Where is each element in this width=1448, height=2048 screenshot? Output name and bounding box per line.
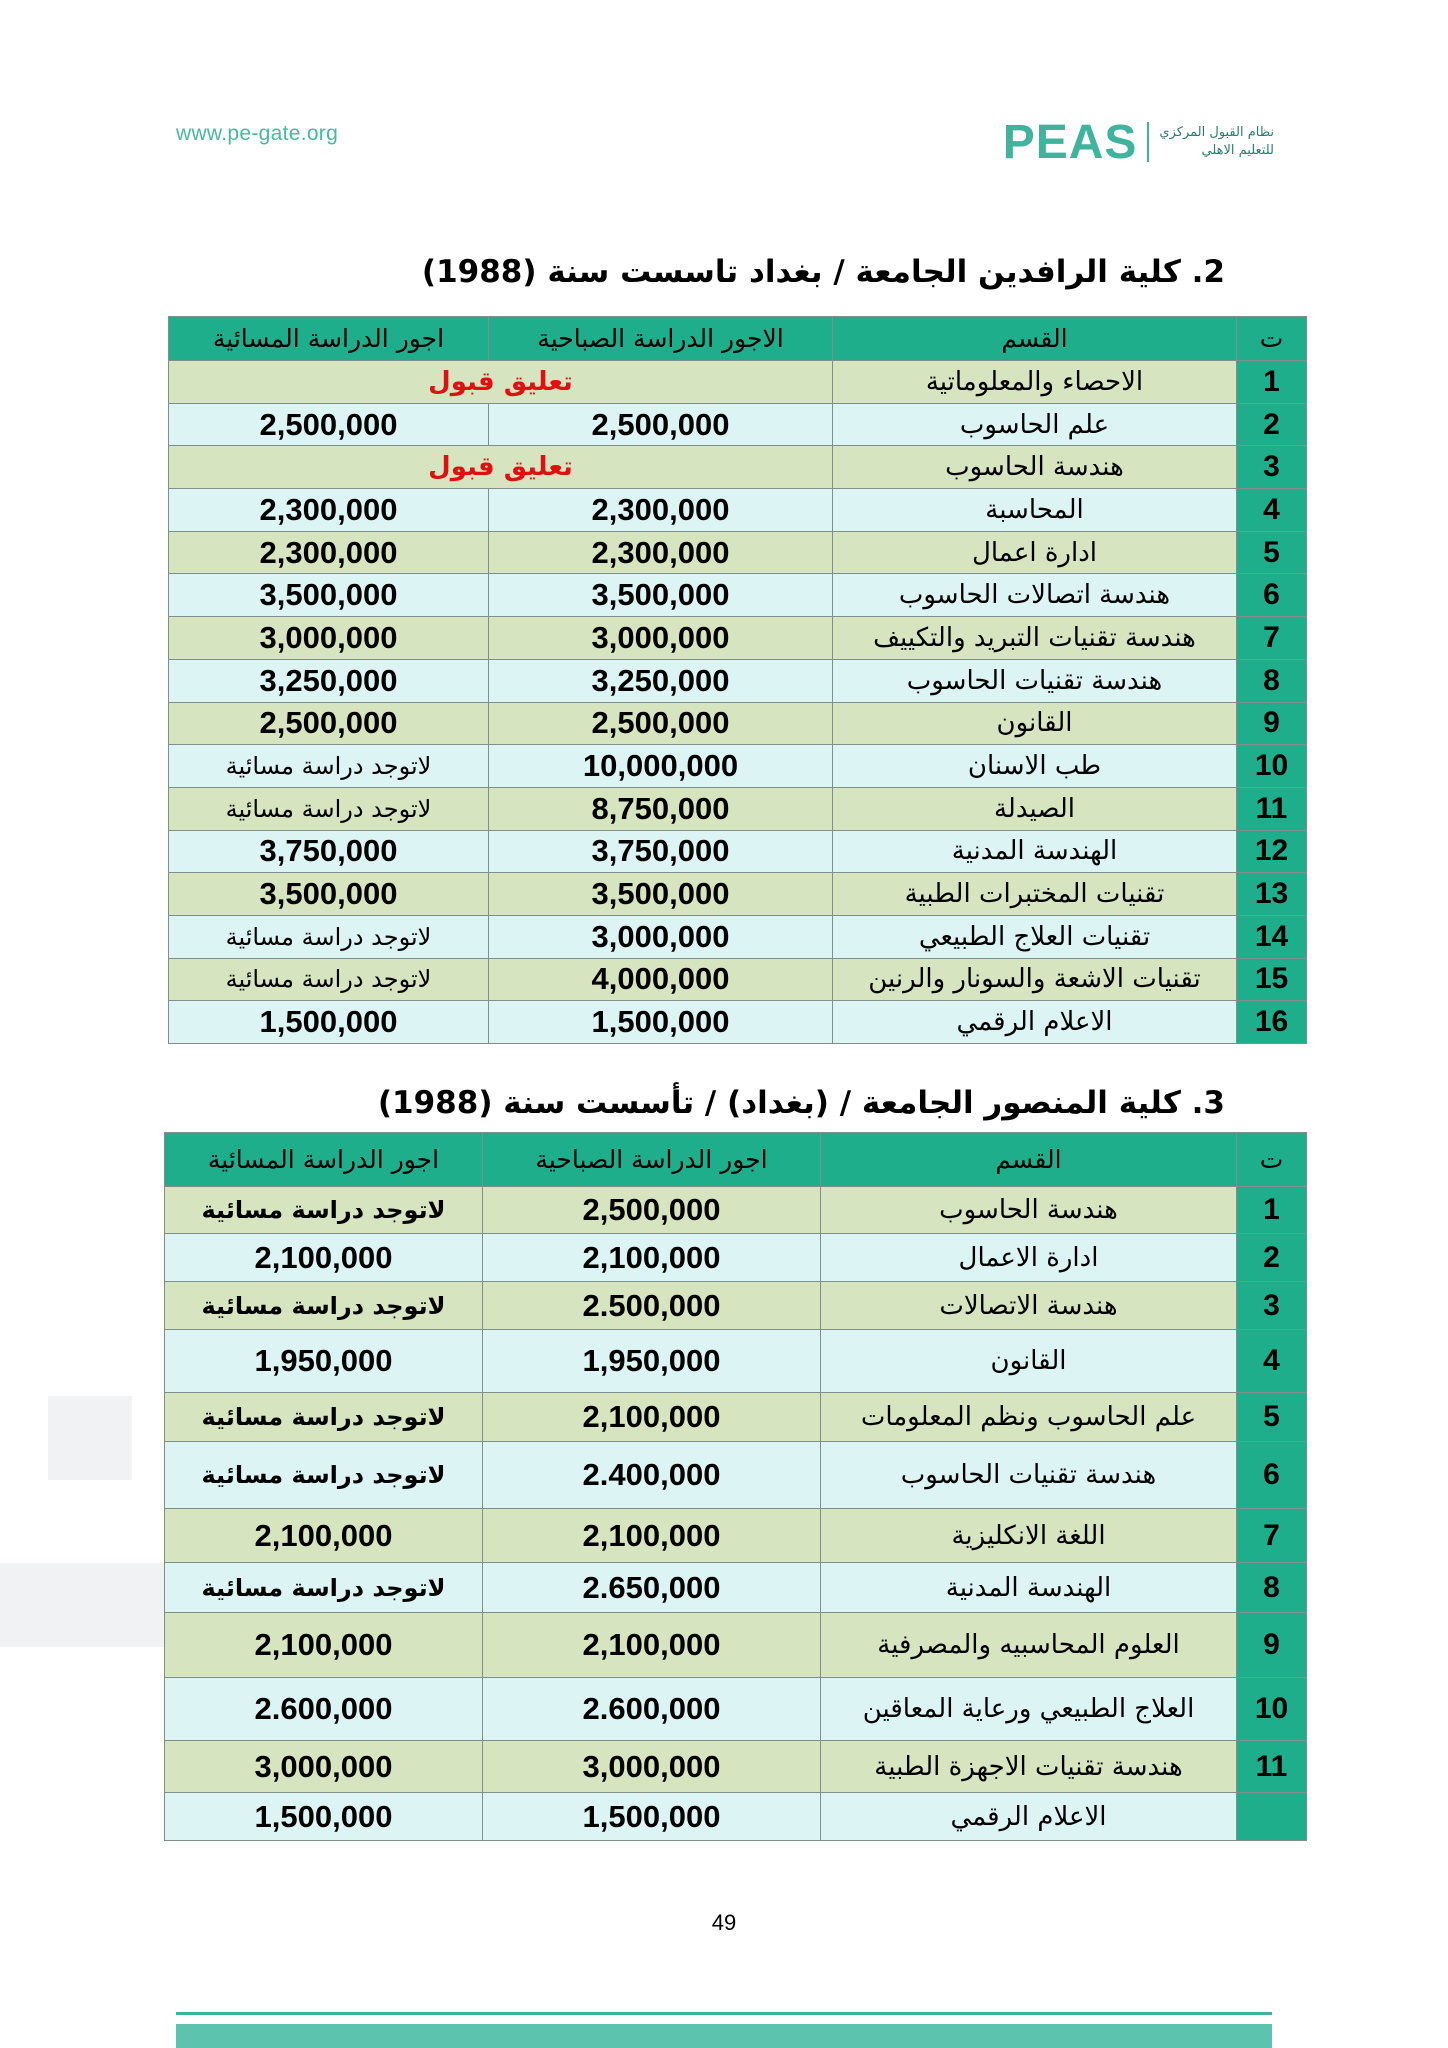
morning-fee: 3,000,000 bbox=[489, 915, 833, 958]
table-header-row bbox=[169, 317, 1307, 361]
department-name: هندسة الحاسوب bbox=[833, 446, 1237, 489]
row-index: 3 bbox=[1237, 1282, 1307, 1330]
table-row bbox=[169, 531, 1307, 574]
row-index: 8 bbox=[1237, 659, 1307, 702]
morning-fee: 2.650,000 bbox=[483, 1563, 821, 1613]
morning-fee: 3,250,000 bbox=[489, 659, 833, 702]
fees-table-rafidain bbox=[168, 316, 1307, 1044]
department-name: ادارة اعمال bbox=[833, 531, 1237, 574]
row-index: 14 bbox=[1237, 915, 1307, 958]
row-index: 6 bbox=[1237, 1442, 1307, 1509]
row-index: 4 bbox=[1237, 1330, 1307, 1393]
morning-fee: 1,500,000 bbox=[489, 1001, 833, 1044]
table-row bbox=[165, 1563, 1307, 1613]
header-idx: ت bbox=[1237, 317, 1307, 361]
department-name: هندسة تقنيات الاجهزة الطبية bbox=[821, 1741, 1237, 1793]
evening-fee: 2,500,000 bbox=[169, 702, 489, 745]
row-index: 9 bbox=[1237, 1613, 1307, 1678]
morning-fee: 3,000,000 bbox=[483, 1741, 821, 1793]
morning-fee: 1,950,000 bbox=[483, 1330, 821, 1393]
table-row bbox=[165, 1613, 1307, 1678]
table-row bbox=[169, 361, 1307, 404]
row-index: 15 bbox=[1237, 958, 1307, 1001]
logo-divider bbox=[1147, 122, 1149, 162]
morning-fee: 2,100,000 bbox=[483, 1234, 821, 1282]
department-name: الاعلام الرقمي bbox=[833, 1001, 1237, 1044]
evening-fee: لاتوجد دراسة مسائية bbox=[165, 1282, 483, 1330]
row-index: 9 bbox=[1237, 702, 1307, 745]
row-index: 11 bbox=[1237, 787, 1307, 830]
table-row bbox=[169, 617, 1307, 660]
admission-suspended-note: تعليق قبول bbox=[169, 361, 833, 404]
evening-fee: 2,300,000 bbox=[169, 531, 489, 574]
department-name: هندسة الاتصالات bbox=[821, 1282, 1237, 1330]
table-row bbox=[165, 1393, 1307, 1442]
morning-fee: 3,000,000 bbox=[489, 617, 833, 660]
evening-fee: لاتوجد دراسة مسائية bbox=[169, 958, 489, 1001]
footer-rule bbox=[176, 2012, 1272, 2015]
margin-decoration bbox=[0, 1563, 166, 1647]
table-row bbox=[169, 1001, 1307, 1044]
evening-fee: لاتوجد دراسة مسائية bbox=[169, 745, 489, 788]
table-row bbox=[169, 403, 1307, 446]
table-row bbox=[169, 873, 1307, 916]
admission-suspended-note: تعليق قبول bbox=[169, 446, 833, 489]
department-name: القانون bbox=[821, 1330, 1237, 1393]
evening-fee: 2.600,000 bbox=[165, 1678, 483, 1741]
morning-fee: 3,500,000 bbox=[489, 574, 833, 617]
evening-fee: لاتوجد دراسة مسائية bbox=[165, 1187, 483, 1234]
department-name: هندسة تقنيات الحاسوب bbox=[821, 1442, 1237, 1509]
row-index: 10 bbox=[1237, 745, 1307, 788]
row-index bbox=[1237, 1793, 1307, 1841]
row-index: 1 bbox=[1237, 1187, 1307, 1234]
department-name: الاعلام الرقمي bbox=[821, 1793, 1237, 1841]
evening-fee: 1,500,000 bbox=[165, 1793, 483, 1841]
evening-fee: لاتوجد دراسة مسائية bbox=[165, 1442, 483, 1509]
morning-fee: 2.600,000 bbox=[483, 1678, 821, 1741]
evening-fee: 3,500,000 bbox=[169, 873, 489, 916]
table-body bbox=[165, 1187, 1307, 1841]
evening-fee: 3,250,000 bbox=[169, 659, 489, 702]
table-row bbox=[165, 1330, 1307, 1393]
morning-fee: 2,100,000 bbox=[483, 1509, 821, 1563]
morning-fee: 2,500,000 bbox=[489, 702, 833, 745]
header-dept: القسم bbox=[821, 1133, 1237, 1187]
row-index: 4 bbox=[1237, 489, 1307, 532]
table-row bbox=[169, 745, 1307, 788]
row-index: 2 bbox=[1237, 403, 1307, 446]
table-row bbox=[169, 787, 1307, 830]
row-index: 11 bbox=[1237, 1741, 1307, 1793]
department-name: ادارة الاعمال bbox=[821, 1234, 1237, 1282]
evening-fee: 1,500,000 bbox=[169, 1001, 489, 1044]
logo-text bbox=[1159, 124, 1274, 160]
department-name: العلاج الطبيعي ورعاية المعاقين bbox=[821, 1678, 1237, 1741]
header-evening-fee: اجور الدراسة المسائية bbox=[165, 1133, 483, 1187]
evening-fee: 2,500,000 bbox=[169, 403, 489, 446]
section-title-rafidain: 2. كلية الرافدين الجامعة / بغداد تاسست سنة (1988) bbox=[421, 254, 1225, 290]
morning-fee: 4,000,000 bbox=[489, 958, 833, 1001]
logo-line-2: للتعليم الاهلي bbox=[1201, 143, 1274, 158]
morning-fee: 2,500,000 bbox=[483, 1187, 821, 1234]
evening-fee: 2,100,000 bbox=[165, 1509, 483, 1563]
department-name: هندسة الحاسوب bbox=[821, 1187, 1237, 1234]
table-row bbox=[169, 446, 1307, 489]
table-row bbox=[165, 1282, 1307, 1330]
evening-fee: 3,500,000 bbox=[169, 574, 489, 617]
evening-fee: لاتوجد دراسة مسائية bbox=[169, 787, 489, 830]
department-name: الهندسة المدنية bbox=[821, 1563, 1237, 1613]
header-morning-fee: الاجور الدراسة الصباحية bbox=[489, 317, 833, 361]
morning-fee: 2,100,000 bbox=[483, 1393, 821, 1442]
department-name: علم الحاسوب ونظم المعلومات bbox=[821, 1393, 1237, 1442]
margin-decoration bbox=[48, 1396, 132, 1480]
row-index: 1 bbox=[1237, 361, 1307, 404]
table-row bbox=[165, 1793, 1307, 1841]
department-name: علم الحاسوب bbox=[833, 403, 1237, 446]
evening-fee: لاتوجد دراسة مسائية bbox=[169, 915, 489, 958]
table-row bbox=[169, 659, 1307, 702]
department-name: اللغة الانكليزية bbox=[821, 1509, 1237, 1563]
header-dept: القسم bbox=[833, 317, 1237, 361]
morning-fee: 10,000,000 bbox=[489, 745, 833, 788]
site-url[interactable]: www.pe-gate.org bbox=[176, 122, 339, 145]
table-row bbox=[165, 1741, 1307, 1793]
morning-fee: 2,100,000 bbox=[483, 1613, 821, 1678]
department-name: العلوم المحاسبيه والمصرفية bbox=[821, 1613, 1237, 1678]
table-row bbox=[169, 489, 1307, 532]
header-morning-fee: اجور الدراسة الصباحية bbox=[483, 1133, 821, 1187]
department-name: تقنيات المختبرات الطبية bbox=[833, 873, 1237, 916]
row-index: 5 bbox=[1237, 531, 1307, 574]
department-name: هندسة تقنيات التبريد والتكييف bbox=[833, 617, 1237, 660]
table-row bbox=[169, 830, 1307, 873]
evening-fee: 3,750,000 bbox=[169, 830, 489, 873]
morning-fee: 3,750,000 bbox=[489, 830, 833, 873]
evening-fee: 3,000,000 bbox=[165, 1741, 483, 1793]
evening-fee: 2,100,000 bbox=[165, 1613, 483, 1678]
evening-fee: 1,950,000 bbox=[165, 1330, 483, 1393]
header-idx: ت bbox=[1237, 1133, 1307, 1187]
department-name: الهندسة المدنية bbox=[833, 830, 1237, 873]
peas-logo bbox=[1003, 112, 1274, 172]
row-index: 10 bbox=[1237, 1678, 1307, 1741]
evening-fee: 3,000,000 bbox=[169, 617, 489, 660]
table-row bbox=[169, 574, 1307, 617]
table-row bbox=[165, 1187, 1307, 1234]
department-name: تقنيات العلاج الطبيعي bbox=[833, 915, 1237, 958]
logo-mark: PEAS bbox=[1002, 115, 1138, 169]
department-name: الصيدلة bbox=[833, 787, 1237, 830]
table-row bbox=[169, 915, 1307, 958]
evening-fee: لاتوجد دراسة مسائية bbox=[165, 1393, 483, 1442]
department-name: الاحصاء والمعلوماتية bbox=[833, 361, 1237, 404]
department-name: تقنيات الاشعة والسونار والرنين bbox=[833, 958, 1237, 1001]
department-name: هندسة اتصالات الحاسوب bbox=[833, 574, 1237, 617]
morning-fee: 2,300,000 bbox=[489, 531, 833, 574]
table-row bbox=[165, 1442, 1307, 1509]
morning-fee: 2.500,000 bbox=[483, 1282, 821, 1330]
table-row bbox=[169, 702, 1307, 745]
table-row bbox=[169, 958, 1307, 1001]
department-name: طب الاسنان bbox=[833, 745, 1237, 788]
evening-fee: 2,300,000 bbox=[169, 489, 489, 532]
table-body bbox=[169, 361, 1307, 1044]
row-index: 7 bbox=[1237, 617, 1307, 660]
row-index: 13 bbox=[1237, 873, 1307, 916]
morning-fee: 3,500,000 bbox=[489, 873, 833, 916]
section-title-mansour: 3. كلية المنصور الجامعة / (بغداد) / تأسست سنة (1988) bbox=[377, 1085, 1225, 1121]
table-row bbox=[165, 1234, 1307, 1282]
logo-line-1: نظام القبول المركزي bbox=[1159, 125, 1274, 140]
table-header-row bbox=[165, 1133, 1307, 1187]
fees-table-mansour bbox=[164, 1132, 1307, 1841]
header-evening-fee: اجور الدراسة المسائية bbox=[169, 317, 489, 361]
page-number: 49 bbox=[711, 1910, 737, 1935]
morning-fee: 2,500,000 bbox=[489, 403, 833, 446]
row-index: 2 bbox=[1237, 1234, 1307, 1282]
table-row bbox=[165, 1509, 1307, 1563]
row-index: 6 bbox=[1237, 574, 1307, 617]
evening-fee: 2,100,000 bbox=[165, 1234, 483, 1282]
footer-bar bbox=[176, 2024, 1272, 2048]
row-index: 5 bbox=[1237, 1393, 1307, 1442]
evening-fee: لاتوجد دراسة مسائية bbox=[165, 1563, 483, 1613]
morning-fee: 1,500,000 bbox=[483, 1793, 821, 1841]
row-index: 3 bbox=[1237, 446, 1307, 489]
morning-fee: 2,300,000 bbox=[489, 489, 833, 532]
row-index: 12 bbox=[1237, 830, 1307, 873]
table-row bbox=[165, 1678, 1307, 1741]
row-index: 16 bbox=[1237, 1001, 1307, 1044]
row-index: 7 bbox=[1237, 1509, 1307, 1563]
department-name: القانون bbox=[833, 702, 1237, 745]
morning-fee: 8,750,000 bbox=[489, 787, 833, 830]
morning-fee: 2.400,000 bbox=[483, 1442, 821, 1509]
department-name: هندسة تقنيات الحاسوب bbox=[833, 659, 1237, 702]
department-name: المحاسبة bbox=[833, 489, 1237, 532]
row-index: 8 bbox=[1237, 1563, 1307, 1613]
